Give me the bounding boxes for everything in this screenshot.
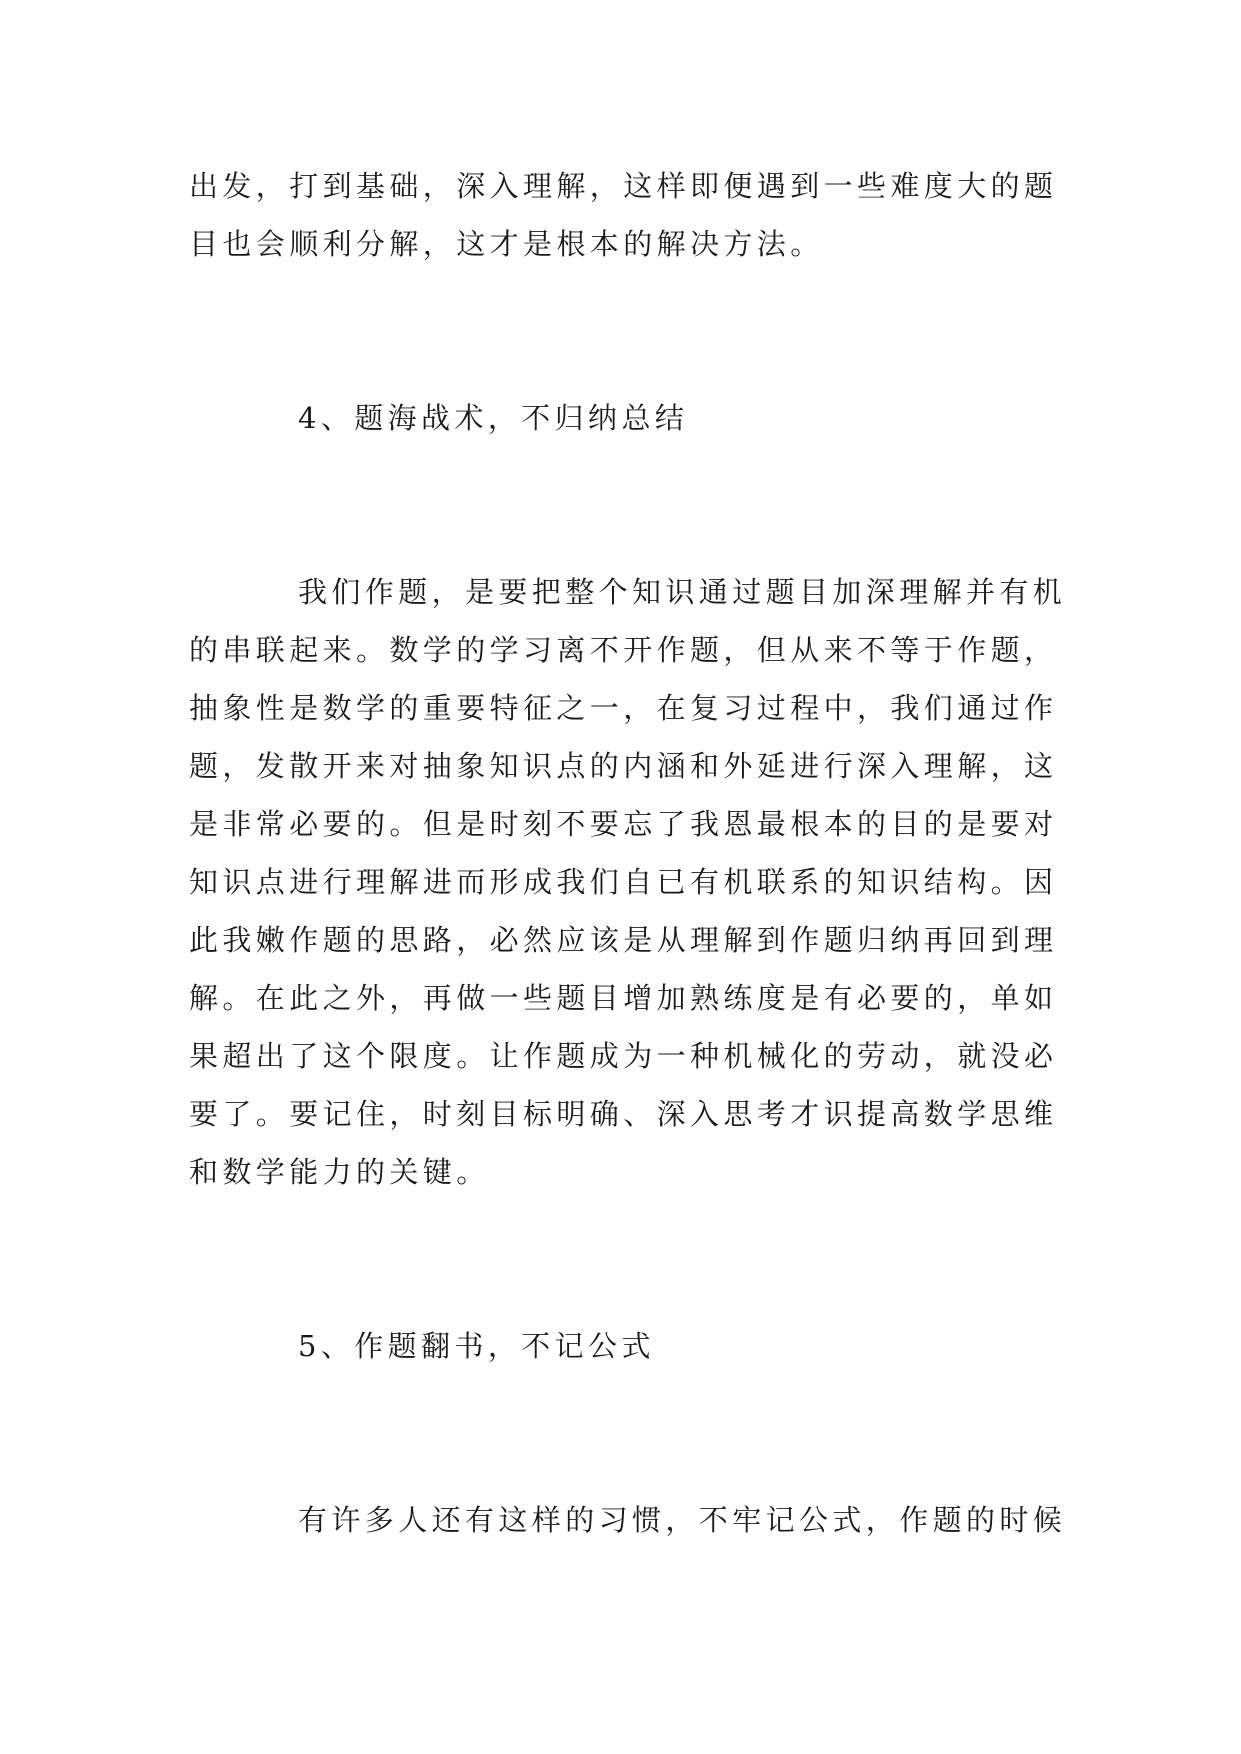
paragraph-2-line-3: 抽象性是数学的重要特征之一，在复习过程中，我们通过作 (189, 691, 1058, 725)
paragraph-2-line-6: 知识点进行理解进而形成我们自已有机联系的知识结构。因 (189, 865, 1058, 899)
paragraph-2-line-10: 要了。要记住，时刻目标明确、深入思考才识提高数学思维 (189, 1097, 1058, 1131)
section-heading-5: 5、作题翻书，不记公式 (298, 1329, 655, 1363)
paragraph-2-line-11: 和数学能力的关键。 (189, 1155, 490, 1189)
paragraph-1-line-1: 出发，打到基础，深入理解，这样即便遇到一些难度大的题 (189, 169, 1058, 203)
paragraph-3-line-1: 有许多人还有这样的习惯，不牢记公式，作题的时候 (298, 1503, 1067, 1537)
paragraph-2-line-2: 的串联起来。数学的学习离不开作题，但从来不等于作题， (189, 633, 1058, 667)
paragraph-2-line-1: 我们作题，是要把整个知识通过题目加深理解并有机 (298, 575, 1067, 609)
paragraph-2-line-7: 此我嫩作题的思路，必然应该是从理解到作题归纳再回到理 (189, 923, 1058, 957)
paragraph-1-line-2: 目也会顺利分解，这才是根本的解决方法。 (189, 227, 824, 261)
section-heading-4: 4、题海战术，不归纳总结 (298, 401, 689, 435)
paragraph-2-line-8: 解。在此之外，再做一些题目增加熟练度是有必要的，单如 (189, 981, 1058, 1015)
paragraph-2-line-4: 题，发散开来对抽象知识点的内涵和外延进行深入理解，这 (189, 749, 1058, 783)
paragraph-2-line-5: 是非常必要的。但是时刻不要忘了我恩最根本的目的是要对 (189, 807, 1058, 841)
paragraph-2-line-9: 果超出了这个限度。让作题成为一种机械化的劳动，就没必 (189, 1039, 1058, 1073)
